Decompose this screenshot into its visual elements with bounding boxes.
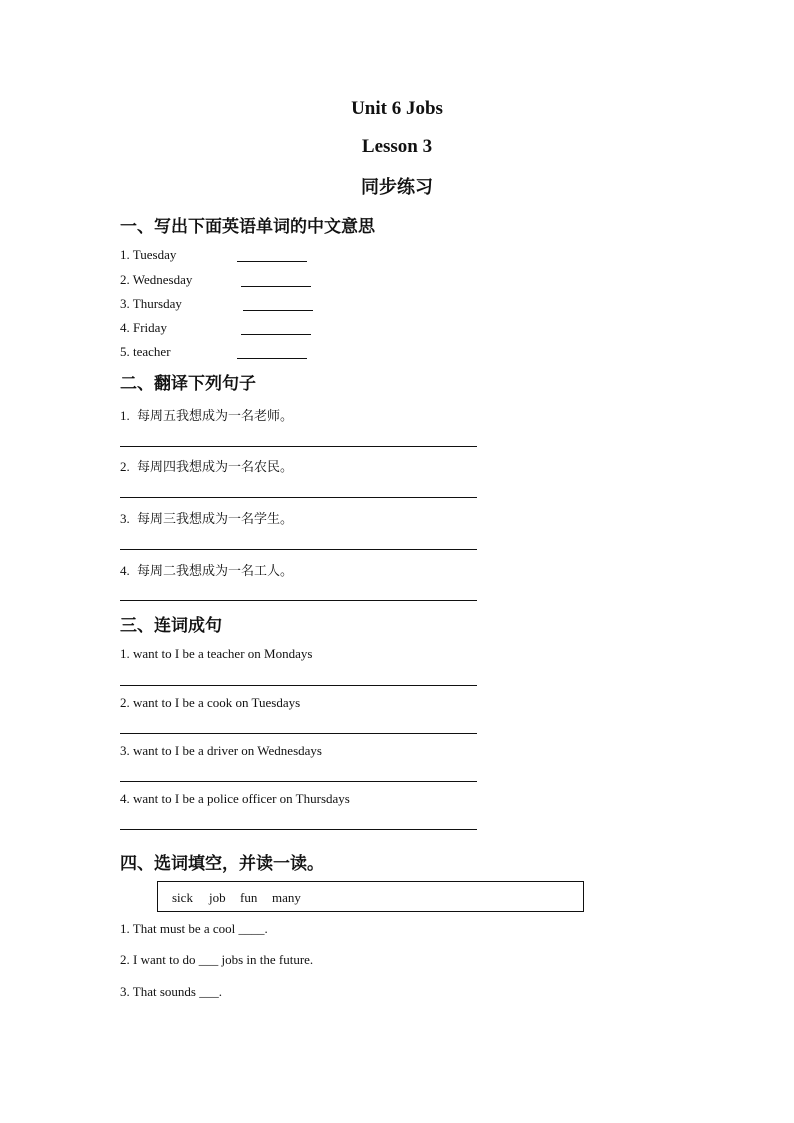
unit-title: Unit 6 Jobs	[351, 98, 443, 119]
word-bank-word: fun	[240, 890, 258, 905]
reorder-item-3: 3. want to I be a driver on Wednesdays	[120, 743, 322, 758]
translate-text: 每周三我想成为一名学生。	[137, 512, 294, 527]
page-subtitle: 同步练习	[361, 177, 433, 198]
word-bank-box	[157, 881, 584, 912]
word-bank-word: many	[272, 890, 301, 905]
vocab-blank-3[interactable]	[243, 310, 313, 311]
translate-item-2	[120, 456, 293, 475]
vocab-item-3: 3. Thursday	[120, 296, 182, 311]
translate-num: 1.	[120, 408, 130, 423]
vocab-blank-1[interactable]	[237, 261, 307, 262]
word-bank-word: job	[209, 890, 226, 905]
section-3-heading: 三、连词成句	[120, 616, 222, 636]
answer-line-2-2[interactable]	[120, 497, 477, 498]
vocab-item-5: 5. teacher	[120, 344, 171, 359]
vocab-item-4: 4. Friday	[120, 320, 167, 335]
answer-line-2-3[interactable]	[120, 549, 477, 550]
answer-line-3-2[interactable]	[120, 733, 477, 734]
answer-line-3-3[interactable]	[120, 781, 477, 782]
translate-text: 每周二我想成为一名工人。	[137, 564, 294, 579]
translate-text: 每周四我想成为一名农民。	[137, 460, 294, 475]
section-1-heading: 一、写出下面英语单词的中文意思	[120, 217, 375, 237]
lesson-title: Lesson 3	[361, 136, 433, 157]
reorder-item-1: 1. want to I be a teacher on Mondays	[120, 646, 313, 661]
vocab-blank-4[interactable]	[241, 334, 311, 335]
section-4-heading: 四、选词填空，并读一读。	[120, 854, 324, 874]
translate-text: 每周五我想成为一名老师。	[137, 409, 294, 424]
translate-num: 2.	[120, 459, 130, 474]
answer-line-2-1[interactable]	[120, 446, 477, 447]
translate-item-1	[120, 405, 293, 424]
vocab-item-1: 1. Tuesday	[120, 247, 177, 262]
vocab-blank-5[interactable]	[237, 358, 307, 359]
translate-item-4	[120, 560, 293, 579]
fill-item-3: 3. That sounds ___.	[120, 984, 222, 999]
translate-num: 4.	[120, 563, 130, 578]
reorder-item-2: 2. want to I be a cook on Tuesdays	[120, 695, 301, 710]
translate-num: 3.	[120, 511, 130, 526]
fill-item-2: 2. I want to do ___ jobs in the future.	[120, 952, 314, 967]
answer-line-3-4[interactable]	[120, 829, 477, 830]
vocab-item-2: 2. Wednesday	[120, 272, 193, 287]
translate-item-3	[120, 508, 293, 527]
word-bank-word: sick	[172, 890, 193, 905]
reorder-item-4: 4. want to I be a police officer on Thursdays	[120, 791, 350, 806]
section-2-heading: 二、翻译下列句子	[120, 374, 256, 394]
fill-item-1: 1. That must be a cool ____.	[120, 921, 268, 936]
vocab-blank-2[interactable]	[241, 286, 311, 287]
answer-line-2-4[interactable]	[120, 600, 477, 601]
answer-line-3-1[interactable]	[120, 685, 477, 686]
